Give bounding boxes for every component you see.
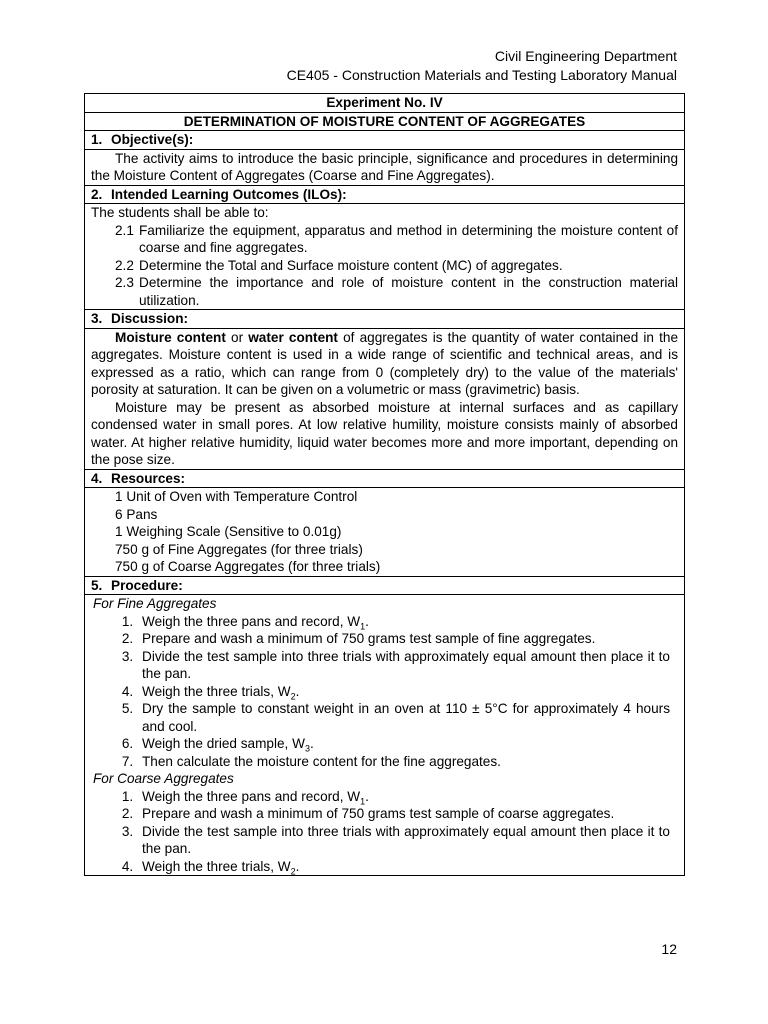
experiment-table [84,93,685,876]
department-name: Civil Engineering Department [494,48,677,64]
procedure-step: 7. Then calculate the moisture content for the fine aggregates. [137,753,670,771]
ilo-item: 2.2 Determine the Total and Surface moisture content (MC) of aggregates. [115,257,563,273]
page-header [287,47,677,85]
procedure-step: 5. Dry the sample to constant weight in an oven at 110 ± 5°C for approximately 4 hours and cool. [137,700,670,735]
resource-item: 1 Weighing Scale (Sensitive to 0.01g) [115,524,342,539]
objectives-body [85,149,685,185]
discussion-paragraph-1: Moisture content or water content of aggregates is the quantity of water contained in the aggregates. Moisture content is used in a wide range of scientific and technical areas, and is expressed as a ratio, which can range from 0 (completely dry) to the value of the materials' porosity at saturation. It can be given on a volumetric or mass (gravimetric) basis. [91,329,679,397]
procedure-step: 3. Divide the test sample into three trials with approximately equal amount then place it to the pan. [137,823,670,858]
procedure-step: 3. Divide the test sample into three trials with approximately equal amount then place it to the pan. [137,648,670,683]
ilo-item: 2.3 Determine the importance and role of moisture content in the construction material utilization. [115,275,678,308]
experiment-number: Experiment No. IV [85,94,685,113]
resources-body-row [85,488,685,577]
section-heading: 2. Intended Learning Outcomes (ILOs): [85,185,685,204]
section-heading: 4. Resources: [85,469,685,488]
procedure-body [85,595,685,876]
discussion-body [85,328,685,469]
experiment-title: DETERMINATION OF MOISTURE CONTENT OF AGGREGATES [85,112,685,131]
resource-item: 750 g of Fine Aggregates (for three trials) [115,541,363,557]
coarse-steps [91,788,678,876]
discussion-heading-row [85,310,685,329]
procedure-step: 2. Prepare and wash a minimum of 750 grams test sample of fine aggregates. [137,630,670,648]
section-heading: 5. Procedure: [85,576,685,595]
ilos-body-row [85,204,685,310]
resources-heading-row [85,469,685,488]
page-number: 12 [661,941,677,957]
ilo-item: 2.1 Familiarize the equipment, apparatus and method in determining the moisture content of coarse and fine aggregates. [115,222,678,255]
discussion-paragraph-2: Moisture may be present as absorbed moisture at internal surfaces and as capillary condensed water in small pores. At low relative humility, moisture consists mainly of absorbed water. At higher relative humidity, liquid water becomes more and more important, depending on the pose size. [91,399,678,467]
procedure-step: 6. Weigh the dried sample, $W_3$. [137,735,670,753]
coarse-aggregates-title: For Coarse Aggregates [93,771,234,786]
fine-steps [91,613,678,771]
procedure-body-row [85,595,685,876]
ilos-heading-row [85,185,685,204]
manual-title: CE405 - Construction Materials and Testing Laboratory Manual [286,67,677,83]
procedure-heading-row [85,576,685,595]
experiment-title-row [85,112,685,131]
procedure-step: 2. Prepare and wash a minimum of 750 grams test sample of coarse aggregates. [137,805,670,823]
objectives-heading-row [85,131,685,150]
resource-item: 6 Pans [115,506,158,522]
ilos-intro: The students shall be able to: [91,205,269,220]
fine-aggregates-title: For Fine Aggregates [93,596,217,611]
procedure-step: 4. Weigh the three trials, $W_2$. [137,683,670,701]
discussion-body-row [85,328,685,469]
procedure-step: 1. Weigh the three pans and record, $W_1$. [137,788,670,806]
ilos-body [85,204,685,310]
section-heading: 1. Objective(s): [85,131,685,150]
experiment-number-row [85,94,685,113]
objectives-text: The activity aims to introduce the basic principle, significance and procedures in determining the Moisture Content of Aggregates (Coarse and Fine Aggregates). [91,150,678,183]
section-heading: 3. Discussion: [85,310,685,329]
resources-body [85,488,685,577]
objectives-body-row [85,149,685,185]
procedure-step: 1. Weigh the three pans and record, $W_1$. [137,613,670,631]
resource-item: 1 Unit of Oven with Temperature Control [115,489,358,504]
procedure-step: 4. Weigh the three trials, $W_2$. [137,858,670,876]
resource-item: 750 g of Coarse Aggregates (for three trials) [115,559,381,574]
